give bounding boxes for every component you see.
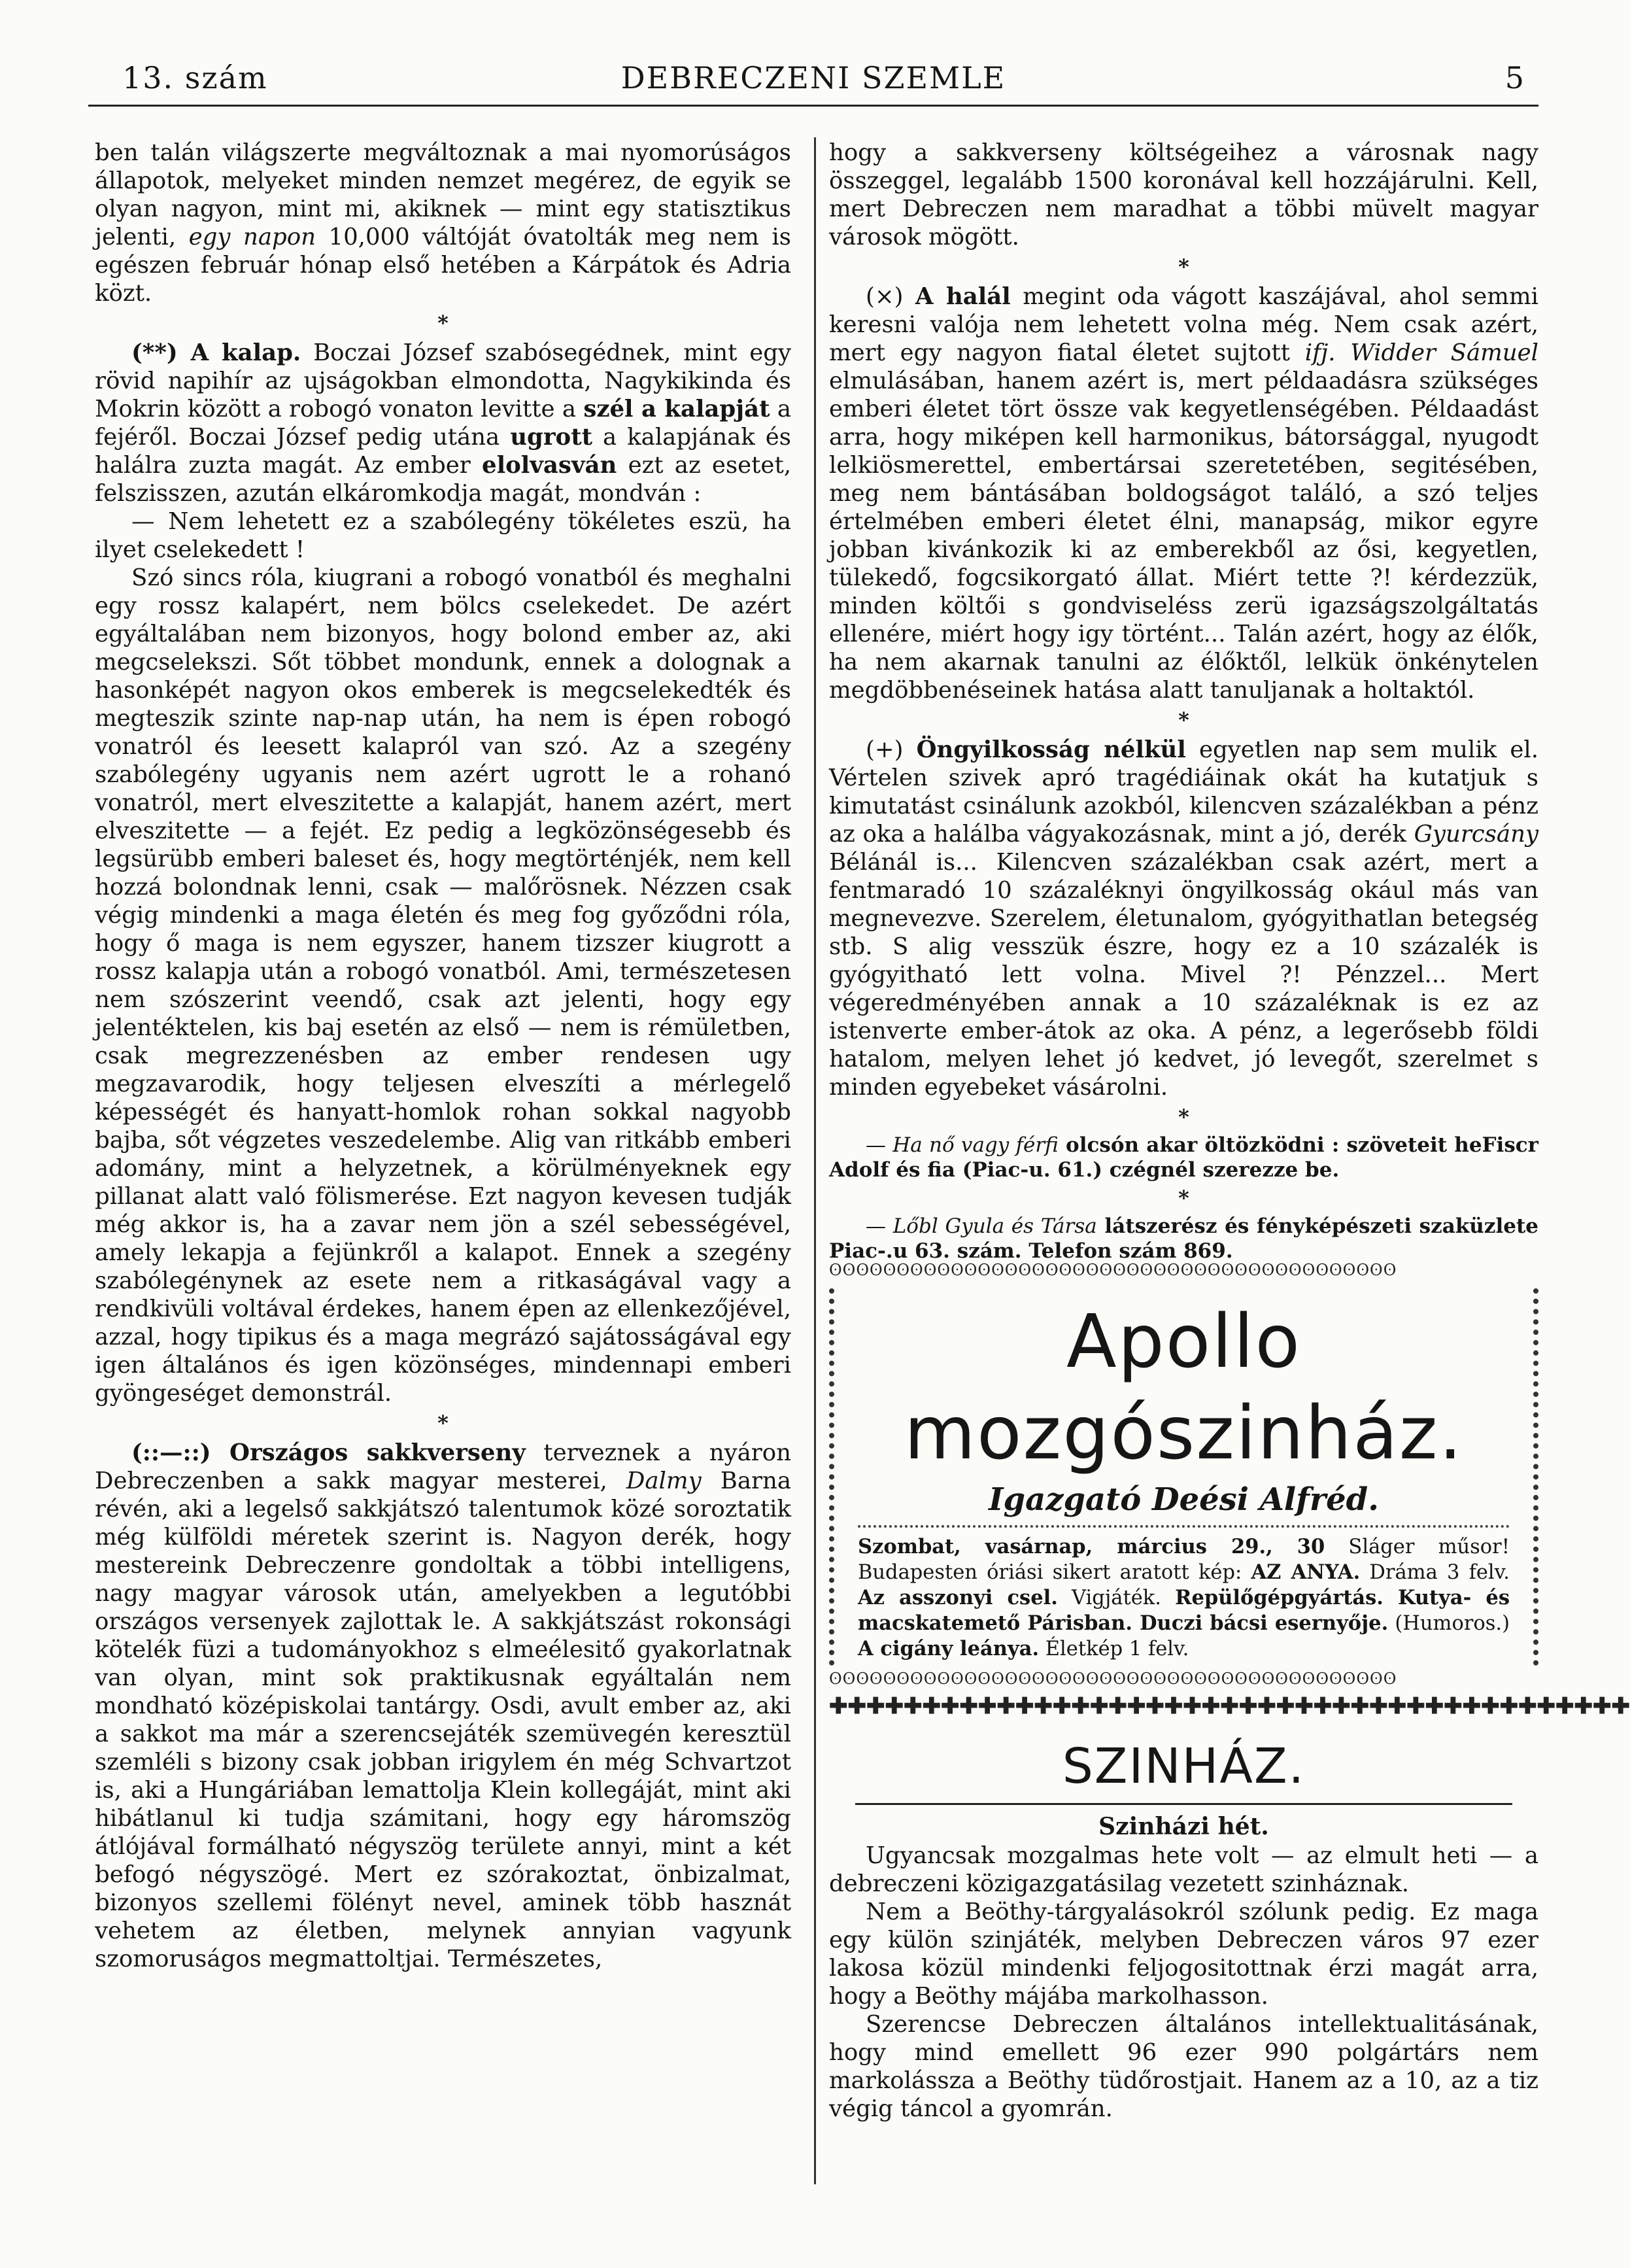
article-title: A halál xyxy=(915,283,1011,310)
ad-director: Igazgató Deési Alfréd. xyxy=(989,1481,1379,1518)
paragraph: — Nem lehetett ez a szabólegény tökéletes eszü, ha ilyet cselekedett ! xyxy=(95,508,791,563)
article-kalap: (**) A kalap. Boczai József szabósegédnek, mint egy rövid napihír az ujságokban elmondotta, Nagykikinda és Mokrin között a robogó vonaton levitte a szél a kalapját a fejéről. Boczai József pedig utána ugrott a kalapjának és halálra zuzta magát. Az ember elolvasván ezt az esetet, felszisszen, azután elkáromkodja magát, mondván : xyxy=(95,339,792,507)
ad-border-top: ʘʘʘʘʘʘʘʘʘʘʘʘʘʘʘʘʘʘʘʘʘʘʘʘʘʘʘʘʘʘʘʘʘʘʘʘʘʘʘʘʘʘ xyxy=(829,1261,1397,1279)
article-title: Országos sakkverseny xyxy=(229,1439,526,1466)
classified-ads xyxy=(829,1133,1538,1263)
cinema-advertisement xyxy=(829,1288,1538,1666)
section-heading-szinhaz: SZINHÁZ. xyxy=(1062,1738,1306,1795)
separator-star: * xyxy=(1178,254,1189,279)
ad-title: Apollo mozgószinház. xyxy=(904,1299,1464,1476)
ad-program: Szombat, vasárnap, március 29., 30 Sláger műsor! Budapesten óriási sikert aratott kép: AZ ANYA. Dráma 3 felv. Az asszonyi csel. Vigjáték. Repülőgépgyártás. Kutya- és macskatemető Párisban. Duczi bácsi esernyője. (Humoros.) A cigány leánya. Életkép 1 felv. xyxy=(858,1535,1510,1660)
issue-number: 13. szám xyxy=(122,60,268,95)
page-number: 5 xyxy=(1504,60,1525,95)
left-column xyxy=(95,139,791,1973)
article-sakkverseny: (::—::) Országos sakkverseny terveznek a nyáron Debreczenben a sakk magyar mesterei, Dalmy Barna révén, aki a legelső sakkjátszó talentumok közé soroztatik még külföldi méretek szerint is. Nagyon derék, hogy mestereink Debreczenre gondoltak a többi intelligens, nagy magyar városok után, amelyekben a legutóbbi országos versenyek zajlottak le. A sakkjátszást rokonsági kötelék füzi a tudományokhoz s elmeélesitő gyakorlatnak van olyan, mint sok praktikusnak egyáltalán nem mondható középiskolai tantárgy. Osdi, avult ember az, aki a sakkot ma már a szerencsejáték szemüvegén keresztül szemléli s bizony csak jobban irigylem én még Schvartzot is, aki a Hungáriában lemattolja Klein kollegáját, mint aki hibátlanul ki tudja számitani, hogy egy háromszög átlójával formálható négyszög területe annyi, mint a két befogó négyszögé. Mert ez szórakoztat, önbizalmat, bizonyos szellemi fölényt nevel, aminek több hasznát vehetem az életben, melynek annyian vagyunk szomoruságos megmattoltjai. Természetes, xyxy=(95,1439,791,1972)
separator-star: * xyxy=(437,311,449,335)
article-title: Öngyilkosság nélkül xyxy=(916,736,1186,763)
journal-title: DEBRECZENI SZEMLE xyxy=(620,60,1006,95)
cross-divider: ✚✚✚✚✚✚✚✚✚✚✚✚✚✚✚✚✚✚✚✚✚✚✚✚✚✚✚✚✚✚✚✚✚✚✚✚✚✚✚✚✚✚✚ xyxy=(829,1693,1630,1719)
header-rule xyxy=(88,105,1538,107)
page-header xyxy=(88,60,1538,106)
ad-divider xyxy=(858,1525,1510,1528)
paragraph: Szó sincs róla, kiugrani a robogó vonatból és meghalni egy rossz kalapért, nem bölcs cselekedet. De azért egyáltalában nem bizonyos, hogy bolond ember az, aki megcselekszi. Sőt többet mondunk, ennek a dolognak a hasonképét nagyon okos emberek is megcselekedték és megteszik szinte nap-nap után, ha nem is épen robogó vonatról és leesett kalapról van szó. Az a szegény szabólegény ugyanis nem azért ugrott le a rohanó vonatról, mert elveszitette a kalapját, hanem azért, mert elveszitette — a fejét. Ez pedig a legközönségesebb és legsürübb emberi baleset és, hogy megtörténjék, nem kell hozzá bolondnak lenni, csak — malőrösnek. Nézzen csak végig mindenki a maga életén és meg fog győződni róla, hogy ő maga is nem egyszer, hanem tizszer kiugrott a rossz kalapja után a robogó vonatból. Ami, természetesen nem szószerint veendő, csak azt jelenti, hogy egy jelentéktelen, kis baj esetén az első — nem is rémületben, csak megrezzenésben az ember rendesen ugy megzavarodik, hogy teljesen elveszíti a mérlegelő képességét és hanyatt-homlok rohan sokkal nagyobb bajba, sőt végzetes veszedelembe. Alig van ritkább emberi adomány, mint a helyzetnek, a körülményeknek egy pillanat alatt való fölismerése. Ezt nagyon kevesen tudják még akkor is, ha a zavar nem jön a szél sebességével, amely lekapja a fejünkről a kalapot. Ennek a szegény szabólegénynek az esete nem a ritkaságával vagy a rendkivüli voltával érdekes, hanem épen az ellenkezőjével, azzal, hogy tipikus és a maga megrázó sajátosságával egy igen általános és igen közönséges, mindennapi emberi gyöngeséget demonstrál. xyxy=(95,564,791,1407)
separator-star: * xyxy=(1178,708,1189,732)
section-rule xyxy=(855,1803,1512,1805)
classified-ad: — Ha nő vagy férfi olcsón akar öltözködni : szöveteit heFiscr Adolf és fia (Piac-u. 61.) czégnél szerezze be. xyxy=(829,1133,1538,1182)
separator-star: * xyxy=(1178,1105,1189,1129)
classified-ad: — Lőbl Gyula és Társa látszerész és fényképészeti szaküzlete Piac-.u 63. szám. Telefon szám 869. xyxy=(829,1214,1538,1263)
paragraph: Szerencse Debreczen általános intellektualitásának, hogy mind emellett 96 ezer 990 polgártárs nem markolássza a Beöthy tüdőrostjait. Hanem az a 10, az a tiz végig táncol a gyomrán. xyxy=(829,2011,1538,2122)
paragraph: Nem a Beöthy-tárgyalásokról szólunk pedig. Ez maga egy külön szinjáték, melyben Debreczen város 97 ezer lakosa közül mindenki feljogositottnak érzi magát arra, hogy a Beöthy májába markolhasson. xyxy=(829,1899,1538,2010)
article-subheading: Szinházi hét. xyxy=(1098,1813,1269,1840)
article-title: A kalap. xyxy=(190,339,301,366)
article-ongyilkossag: (+) Öngyilkosság nélkül egyetlen nap sem mulik el. Vértelen szivek apró tragédiáinak okát ha kutatjuk s kimutatást csinálunk azokból, kilencven százalékban a pénz az oka a halálba vágyakozásnak, mint a jó, derék Gyurcsány Bélánál is... Kilencven százalékban csak azért, mert a fentmaradó 10 százaléknyi öngyilkosság okául más van megnevezve. Szerelem, életunalom, gyógyithatlan betegség stb. S alig vesszük észre, hogy ez a 10 százalék is gyógyitható lett volna. Mivel ?! Pénzzel... Mert végeredményében annak a 10 százaléknak is ez az istenverte ember-átok az oka. A pénz, a legerősebb földi hatalom, melyen lehet jó kedvet, jó levegőt, szerelmet s minden egyebeket vásárolni. xyxy=(829,736,1538,1101)
article-halal: (×) A halál megint oda vágott kaszájával, ahol semmi keresni valója nem lehetett volna még. Nem csak azért, mert egy nagyon fiatal életet sujtott ifj. Widder Sámuel elmulásában, hanem azért is, mert példaadásra szükséges emberi életet tört össze vak kegyetlenségében. Példaadást arra, hogy miképen kell harmonikus, bátorsággal, nyugodt lelkiösmerettel, embertársai szeretetében, segitésében, meg nem bántásában boldogságot találó, a szó teljes értelmében emberi életet élni, manapság, mikor egyre jobban kivánkozik ki az emberekből az ősi, kegyetlen, tülekedő, fogcsikorgató állat. Miért tette ?! kérdezzük, minden költői s gondviseléss zerü igazságszolgáltatás ellenére, miért hogy igy történt... Talán azért, hogy az élők, ha nem akarnak tanulni az élőktől, lelkük önkénytelen megdöbbenéseinek hatása alatt tanuljanak a holtaktól. xyxy=(829,283,1538,704)
separator-star: * xyxy=(437,1411,449,1435)
column-rule xyxy=(814,137,816,2184)
paragraph-continuation: ben talán világszerte megváltoznak a mai nyomorúságos állapotok, melyeket minden nemzet megérez, de egyik se olyan nagyon, mint mi, akiknek — mint egy statisztikus jelenti, egy napon 10,000 váltóját óvatolták meg nem is egészen február hónap első hetében a Kárpátok és Adria közt. xyxy=(95,139,791,307)
ad-border-bottom: ʘʘʘʘʘʘʘʘʘʘʘʘʘʘʘʘʘʘʘʘʘʘʘʘʘʘʘʘʘʘʘʘʘʘʘʘʘʘʘʘʘʘ xyxy=(829,1670,1397,1688)
paragraph-continuation: hogy a sakkverseny költségeihez a városnak nagy összeggel, legalább 1500 koronával kell hozzájárulni. Kell, mert Debreczen nem maradhat a többi müvelt magyar városok mögött. xyxy=(829,139,1538,250)
paragraph: Ugyancsak mozgalmas hete volt — az elmult heti — a debreczeni közigazgatásilag vezetett szinháznak. xyxy=(829,1842,1538,1897)
right-column xyxy=(829,139,1630,2123)
separator-star: * xyxy=(1178,1186,1189,1211)
